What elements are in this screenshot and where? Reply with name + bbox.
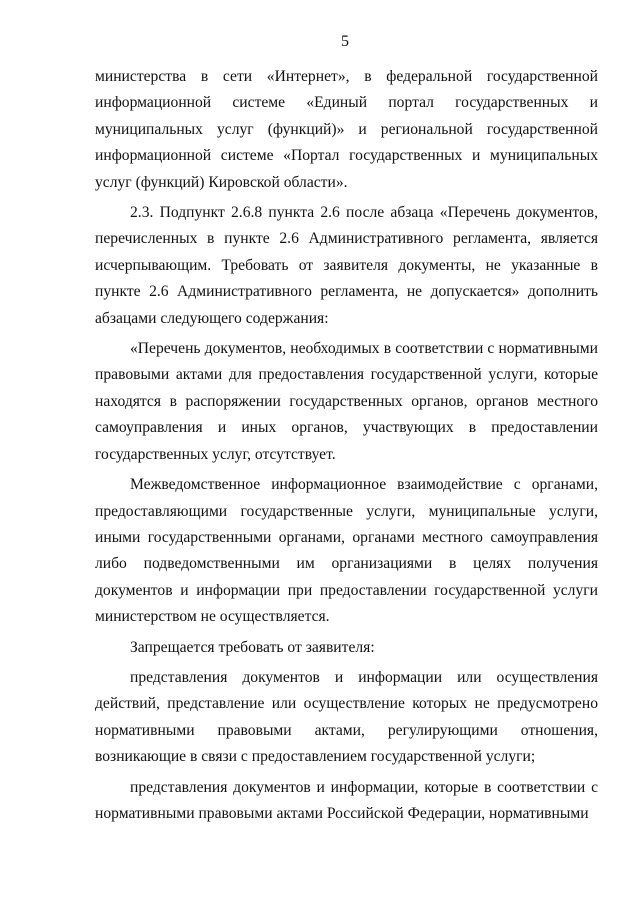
paragraph-prohibition-item-1: представления документов и информации или осуществления действий, представление или осуществление которых не предусмотрено нормативными правовыми актами, регулирующими отношения, возникающие в связи с предоставлением государственной услуги;: [95, 668, 598, 766]
paragraph-interagency-interaction: Межведомственное информационное взаимодействие с органами, предоставляющими государственные услуги, муниципальные услуги, иными государственными органами, органами местного самоуправления либо подведомственными им организациями в целях получения документов и информации при предоставлении государственной услуги министерством не осуществляется.: [95, 476, 598, 626]
paragraph-prohibition-item-2: представления документов и информации, которые в соответствии с нормативными правовыми актами Российской Федерации, нормативными: [95, 778, 598, 822]
page-number: 5: [341, 33, 349, 50]
paragraph-clause-2-3: 2.3. Подпункт 2.6.8 пункта 2.6 после абзаца «Перечень документов, перечисленных в пункте 2.6 Административного регламента, является исчерпывающим. Требовать от заявителя документы, не указанные в пункте 2.6 Административного регламента, не допускается» дополнить абзацами следующего содержания:: [95, 204, 598, 327]
paragraph-prohibition-heading: Запрещается требовать от заявителя:: [130, 638, 375, 656]
paragraph-continuation: министерства в сети «Интернет», в федеральной государственной информационной системе «Единый портал государственных и муниципальных услуг (функций)» и региональной государственной информационной системе «Портал государственных и муниципальных услуг (функций) Кировской области».: [95, 68, 598, 191]
paragraph-documents-list: «Перечень документов, необходимых в соответствии с нормативными правовыми актами для предоставления государственной услуги, которые находятся в распоряжении государственных органов, органов местного самоуправления и иных органов, участвующих в предоставлении государственных услуг, отсутствует.: [95, 340, 598, 463]
document-body: [95, 64, 598, 827]
